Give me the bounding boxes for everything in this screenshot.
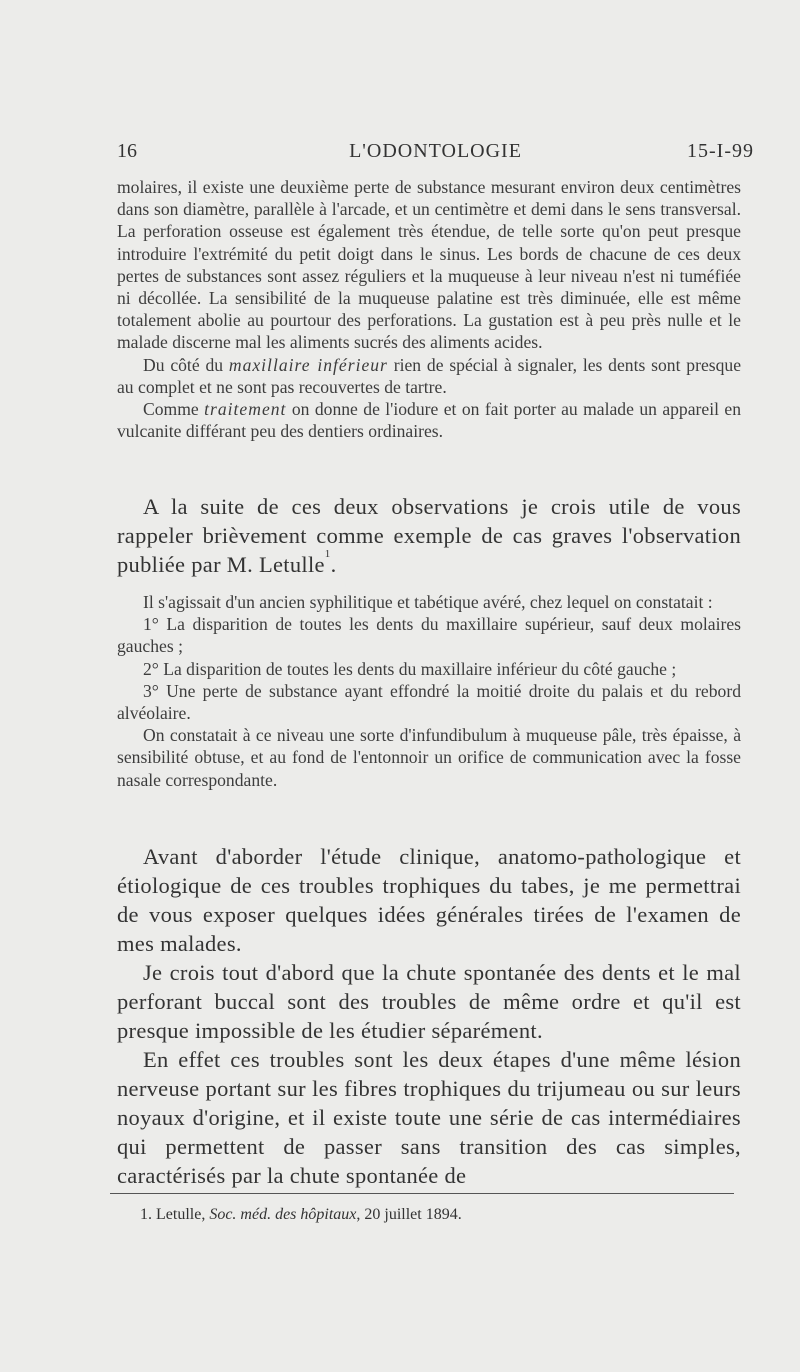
paragraph: Avant d'aborder l'étude clinique, anatomo-pathologique et étiologique de ces troubles trophiques du tabes, je me permettrai de vous exposer quelques idées générales tirées de l'examen de mes malades. — [117, 844, 741, 956]
observation-continuation — [117, 176, 741, 442]
paragraph: On constatait à ce niveau une sorte d'infundibulum à muqueuse pâle, très épaisse, à sensibilité obtuse, et au fond de l'entonnoir un orifice de communication avec la fosse nasale correspondante. — [117, 725, 741, 790]
paragraph: Je crois tout d'abord que la chute spontanée des dents et le mal perforant buccal sont des troubles de même ordre et qu'il est presque impossible de les étudier séparément. — [117, 960, 741, 1043]
running-header — [117, 140, 754, 168]
intro-paragraph — [117, 492, 741, 579]
footnote-divider — [110, 1193, 734, 1194]
letulle-observation — [117, 591, 741, 791]
journal-title: L'ODONTOLOGIE — [349, 140, 522, 162]
paragraph: Comme traitement on donne de l'iodure et on fait porter au malade un appareil en vulcanite différant peu des dentiers ordinaires. — [117, 399, 741, 442]
footnote-ref: 1 — [324, 548, 331, 560]
emphasis: maxillaire inférieur — [228, 354, 388, 375]
paragraph: molaires, il existe une deuxième perte de substance mesurant environ deux centimètres dans son diamètre, parallèle à l'arcade, et un centimètre et demi dans le sens transversal. La perforation osseuse est également très étendue, de telle sorte qu'on peut presque introduire l'extrémité du petit doigt dans le sinus. Les bords de chacune de ces deux pertes de substances sont assez réguliers et la muqueuse à leur niveau n'est ni tuméfiée ni décollée. La sensibilité de la muqueuse palatine est très diminuée, elle est même totalement abolie au pourtour des perforations. La gustation est à peu près nulle et le malade discerne mal les aliments sucrés des aliments acides. — [117, 177, 741, 353]
issue-date: 15-I-99 — [687, 140, 754, 162]
list-item: 2° La disparition de toutes les dents du maxillaire inférieur du côté gauche ; — [143, 658, 677, 679]
footnote: 1. Letulle, Soc. méd. des hôpitaux, 20 juillet 1894. — [140, 1206, 462, 1223]
discussion — [117, 842, 741, 1190]
footnote-source: Soc. méd. des hôpitaux — [209, 1206, 357, 1223]
emphasis: traitement — [204, 399, 287, 420]
paragraph: Du côté du maxillaire inférieur rien de spécial à signaler, les dents sont presque au complet et ne sont pas recouvertes de tartre. — [117, 354, 741, 397]
list-item: 3° Une perte de substance ayant effondré la moitié droite du palais et du rebord alvéolaire. — [117, 680, 741, 724]
paragraph: A la suite de ces deux observations je crois utile de vous rappeler brièvement comme exemple de cas graves l'observation publiée par M. Letulle$^1$. — [117, 494, 741, 577]
list-item: 1° La disparition de toutes les dents du maxillaire supérieur, sauf deux molaires gauches ; — [117, 614, 741, 657]
page-number: 16 — [117, 140, 137, 162]
paragraph: Il s'agissait d'un ancien syphilitique et tabétique avéré, chez lequel on constatait : — [143, 592, 713, 612]
paragraph: En effet ces troubles sont les deux étapes d'une même lésion nerveuse portant sur les fibres trophiques du trijumeau ou sur leurs noyaux d'origine, et il existe toute une série de cas intermédiaires qui permettent de passer sans transition des cas simples, caractérisés par la chute spontanée de — [117, 1047, 741, 1188]
